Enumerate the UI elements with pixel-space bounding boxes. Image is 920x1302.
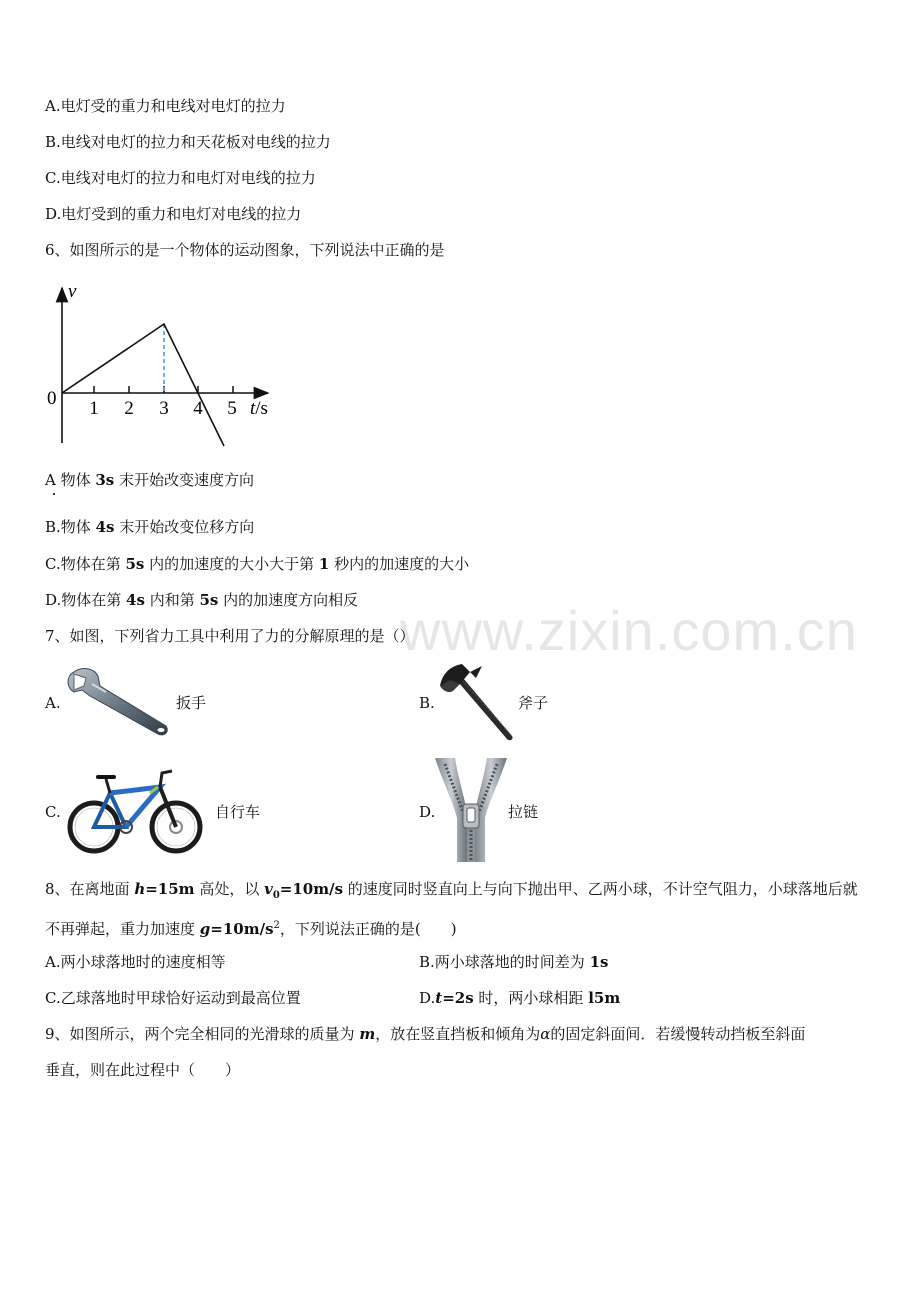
- vt-graph: [40, 280, 280, 450]
- q7-option-c-name: 自行车: [215, 803, 261, 821]
- q8-option-a: A.两小球落地时的速度相等: [45, 953, 226, 971]
- q6-option-a: A 物体 3s 末开始改变速度方向: [45, 471, 255, 489]
- axe-image: [436, 662, 518, 742]
- q8-stem-line2: 不再弹起，重力加速度 $g=10m/s^2$，下列说法正确的是( ): [45, 920, 457, 938]
- q7-stem: 7、如图，下列省力工具中利用了力的分解原理的是（）: [45, 627, 415, 645]
- q9-stem-line1: 9、如图所示，两个完全相同的光滑球的质量为 m，放在竖直挡板和倾角为α的固定斜面间．若缓慢转动挡板至斜面: [45, 1025, 806, 1043]
- q8-option-d: D.t=2s 时，两小球相距 l5m: [419, 989, 621, 1007]
- q5-option-b: B.电线对电灯的拉力和天花板对电线的拉力: [45, 133, 331, 151]
- tick-label-1: 1: [89, 398, 99, 419]
- bicycle-image: [66, 765, 206, 857]
- t-unit: /s: [255, 398, 268, 419]
- svg-text:t/s: [250, 398, 268, 419]
- t-label: t: [250, 398, 256, 419]
- q5-option-a: A.电灯受的重力和电线对电灯的拉力: [45, 97, 286, 115]
- q7-option-b-letter: B.: [419, 694, 435, 712]
- q7-option-d-letter: D.: [419, 803, 436, 821]
- q9-stem-line2: 垂直，则在此过程中（ ）: [45, 1061, 241, 1079]
- q8-stem-line1: 8、在离地面 h=15m 高处，以 $v_0=10m/s$ 的速度同时竖直向上与向下抛出甲、乙两小球，不计空气阻力，小球落地后就: [45, 880, 858, 901]
- tick-label-4: 4: [193, 398, 203, 419]
- q5-option-c: C.电线对电灯的拉力和电灯对电线的拉力: [45, 169, 316, 187]
- q6-stem: 6、如图所示的是一个物体的运动图象，下列说法中正确的是: [45, 241, 445, 259]
- q5-option-d: D.电灯受到的重力和电灯对电线的拉力: [45, 205, 302, 223]
- q7-option-a-name: 扳手: [176, 694, 207, 712]
- origin-label: 0: [47, 388, 57, 409]
- q8-option-b: B.两小球落地的时间差为 1s: [419, 953, 609, 971]
- graph-line: [62, 324, 224, 446]
- q8-option-c: C.乙球落地时甲球恰好运动到最高位置: [45, 989, 301, 1007]
- wrench-image: [62, 662, 174, 740]
- q6-option-d: D.物体在第 4s 内和第 5s 内的加速度方向相反: [45, 591, 359, 609]
- q7-option-d-name: 拉链: [508, 803, 539, 821]
- tick-label-5: 5: [227, 398, 237, 419]
- watermark: www.zixin.com.cn: [400, 599, 858, 662]
- v-label: v: [68, 281, 77, 302]
- tick-label-2: 2: [124, 398, 134, 419]
- tick-label-3: 3: [159, 398, 169, 419]
- q6-option-c: C.物体在第 5s 内的加速度的大小大于第 1 秒内的加速度的大小: [45, 555, 470, 573]
- q7-option-a-letter: A.: [45, 694, 61, 712]
- q7-option-b-name: 斧子: [518, 694, 549, 712]
- stray-dot: [53, 493, 55, 495]
- q6-option-b: B.物体 4s 末开始改变位移方向: [45, 518, 255, 536]
- q7-option-c-letter: C.: [45, 803, 61, 821]
- zipper-image: [433, 758, 509, 862]
